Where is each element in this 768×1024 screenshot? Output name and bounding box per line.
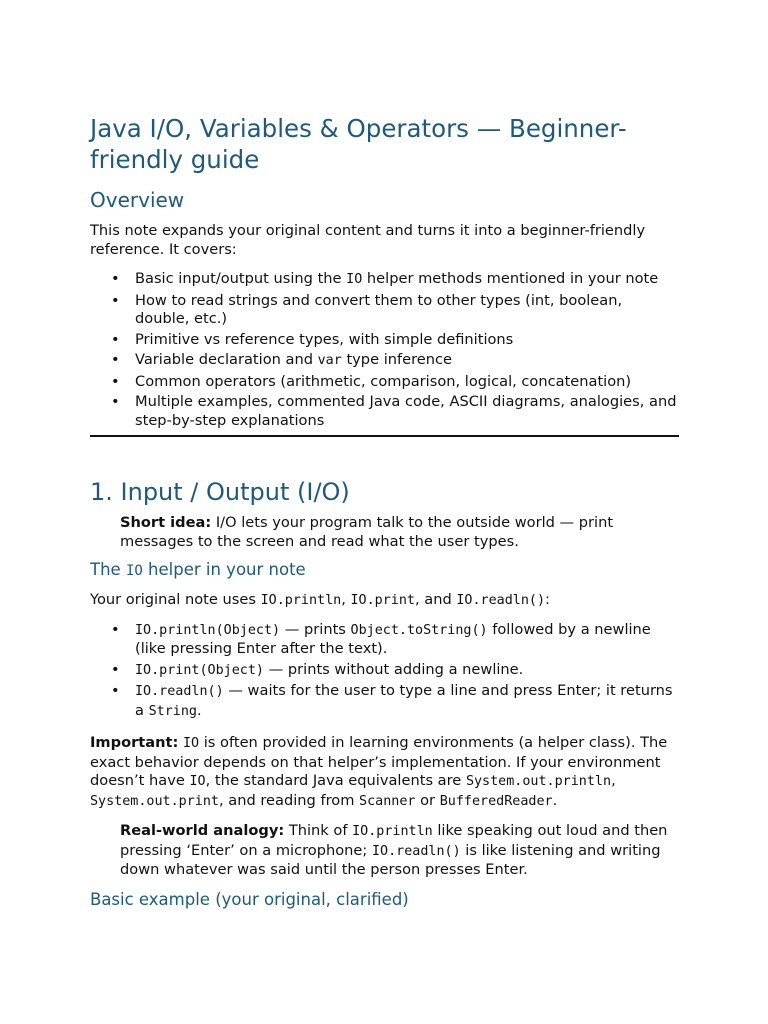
io-uses-paragraph: Your original note uses IO.println, IO.print, and IO.readln(): [90,591,550,608]
list-item: • Multiple examples, commented Java code, ASCII diagrams, analogies, and step-by-step explanations [135,393,679,430]
overview-intro: This note expands your original content and turns it into a beginner-friendly reference. It covers: [90,222,646,258]
document-title: Java I/O, Variables & Operators — Beginner-friendly guide [90,114,627,174]
list-item: • IO.print(Object) — prints without adding a newline. [135,661,679,681]
io-helper-heading: The IO helper in your note [90,560,306,579]
section-1-heading: 1. Input / Output (I/O) [90,478,350,506]
list-item: • Common operators (arithmetic, comparison, logical, concatenation) [135,373,679,392]
overview-list [90,270,679,430]
list-item: • Variable declaration and var type inference [135,351,679,371]
document-page [90,114,679,911]
list-item: • Primitive vs reference types, with simple definitions [135,331,679,350]
list-item: • IO.readln() — waits for the user to type a line and press Enter; it returns a String. [135,682,679,721]
analogy-quote: Real-world analogy: Think of IO.println like speaking out loud and then pressing ‘Enter’ on a microphone; IO.readln() is like listening and writing down whatever was said until the person presses Enter. [120,822,668,878]
short-idea-quote: Short idea: I/O lets your program talk to the outside world — print messages to the screen and read what the user types. [120,514,614,550]
list-item: • IO.println(Object) — prints Object.toString() followed by a newline (like pressing Enter after the text). [135,621,679,659]
io-methods-list [90,621,679,722]
list-item: • Basic input/output using the IO helper methods mentioned in your note [135,270,679,290]
important-paragraph: Important: IO is often provided in learning environments (a helper class). The exact behavior depends on that helper’s implementation. If your environment doesn’t have IO, the standard Java equivalents are System.out.println, System.out.print, and reading from Scanner or BufferedReader. [90,734,668,809]
basic-example-heading: Basic example (your original, clarified) [90,889,409,909]
overview-heading: Overview [90,188,185,212]
list-item: • How to read strings and convert them to other types (int, boolean, double, etc.) [135,292,679,329]
